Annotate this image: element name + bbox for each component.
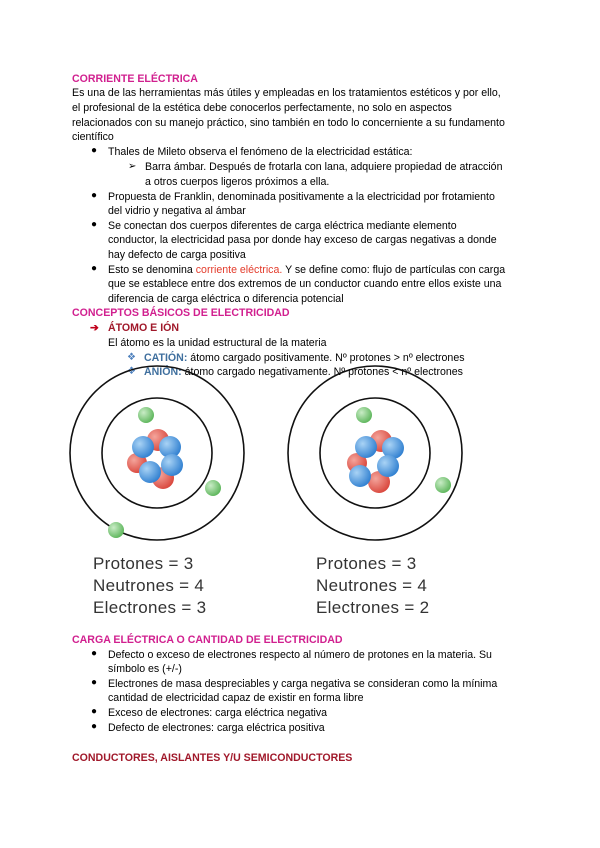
atom2-protones: Protones = 3 <box>316 554 417 573</box>
neutron <box>355 436 377 458</box>
atom2-neutrones: Neutrones = 4 <box>316 576 428 595</box>
carga-bullet-1b: símbolo es (+/-) <box>108 663 182 675</box>
section-title-corriente: CORRIENTE ELÉCTRICA <box>72 73 198 85</box>
bullet-franklin-2: del vidrio y negativa al ámbar <box>108 205 246 217</box>
cation-line: CATIÓN: átomo cargado positivamente. Nº protones > nº electrones <box>144 352 465 364</box>
carga-bullet-1a: Defecto o exceso de electrones respecto al número de protones en la materia. Su <box>108 649 492 661</box>
electron <box>108 522 124 538</box>
electron <box>205 480 221 496</box>
bullet-conectan-1: Se conectan dos cuerpos diferentes de carga eléctrica mediante elemento <box>108 220 457 232</box>
carga-bullet-3: Exceso de electrones: carga eléctrica negativa <box>108 707 328 719</box>
atom-diagram-2 <box>288 366 462 540</box>
bullet-icon: ● <box>91 721 98 732</box>
carga-bullet-2b: cantidad de electricidad capaz de existir en forma libre <box>108 692 364 704</box>
atom-diagram-1 <box>70 366 244 540</box>
neutron <box>349 465 371 487</box>
anion-line: ANIÓN: átomo cargado negativamente. Nº protones < nº electrones <box>144 366 463 378</box>
bullet-icon: ● <box>91 706 98 717</box>
sub-bullet-ambar-2: a otros cuerpos ligeros próximos a ella. <box>145 176 330 188</box>
bullet-icon: ● <box>91 145 98 156</box>
neutron <box>139 461 161 483</box>
bullet-icon: ● <box>91 219 98 230</box>
diamond-bullet-icon: ❖ <box>127 352 136 363</box>
atomo-intro: El átomo es la unidad estructural de la materia <box>108 337 327 349</box>
section-title-carga: CARGA ELÉCTRICA O CANTIDAD DE ELECTRICIDAD <box>72 634 343 646</box>
section-title-conceptos: CONCEPTOS BÁSICOS DE ELECTRICIDAD <box>72 307 290 319</box>
neutron <box>132 436 154 458</box>
section-title-conductores: CONDUCTORES, AISLANTES Y/U SEMICONDUCTORES <box>72 752 353 764</box>
diamond-bullet-icon: ❖ <box>127 366 136 377</box>
right-arrow-icon: ➔ <box>90 322 99 334</box>
bullet-icon: ● <box>91 190 98 201</box>
bullet-definicion-2: que se establece entre dos extremos de un conductor cuando entre ellos existe una <box>108 278 502 290</box>
atom1-electrones: Electrones = 3 <box>93 598 207 617</box>
inner-orbit <box>102 398 212 508</box>
bullet-thales: Thales de Mileto observa el fenómeno de la electricidad estática: <box>108 146 413 158</box>
intro-line-2: el profesional de la estética debe conocerlos perfectamente, no solo en aspectos <box>72 102 452 114</box>
highlight-corriente-electrica: corriente eléctrica. <box>195 264 283 276</box>
outer-orbit <box>70 366 244 540</box>
bullet-franklin-1: Propuesta de Franklin, denominada positivamente a la electricidad por frotamiento <box>108 191 495 203</box>
bullet-icon: ● <box>91 648 98 659</box>
electron <box>435 477 451 493</box>
carga-bullet-2a: Electrones de masa despreciables y carga negativa se consideran como la mínima <box>108 678 498 690</box>
atom1-neutrones: Neutrones = 4 <box>93 576 205 595</box>
neutron <box>161 454 183 476</box>
bullet-conectan-3: hay defecto de carga positiva <box>108 249 246 261</box>
electron <box>138 407 154 423</box>
bullet-icon: ● <box>91 677 98 688</box>
intro-line-4: científico <box>72 131 114 143</box>
arrowhead-icon: ➢ <box>128 161 137 172</box>
carga-bullet-4: Defecto de electrones: carga eléctrica positiva <box>108 722 325 734</box>
bullet-conectan-2: conductor, la electricidad pasa por donde hay exceso de cargas negativas a donde <box>108 234 497 246</box>
atom2-electrones: Electrones = 2 <box>316 598 430 617</box>
neutron <box>377 455 399 477</box>
subsection-title-atomo: ÁTOMO E IÓN <box>108 322 180 334</box>
intro-line-3: relacionados con su manejo práctico, sino también en todo lo concerniente a su fundamento <box>72 117 505 129</box>
intro-line-1: Es una de las herramientas más útiles y empleadas en los tratamientos estéticos y por ello, <box>72 87 501 99</box>
atom1-protones: Protones = 3 <box>93 554 194 573</box>
electron <box>356 407 372 423</box>
bullet-definicion-1: Esto se denomina corriente eléctrica. Y se define como: flujo de partículas con carga <box>108 264 506 276</box>
bullet-definicion-3: diferencia de carga eléctrica o diferencia potencial <box>108 293 344 305</box>
bullet-icon: ● <box>91 263 98 274</box>
sub-bullet-ambar-1: Barra ámbar. Después de frotarla con lana, adquiere propiedad de atracción <box>145 161 503 173</box>
